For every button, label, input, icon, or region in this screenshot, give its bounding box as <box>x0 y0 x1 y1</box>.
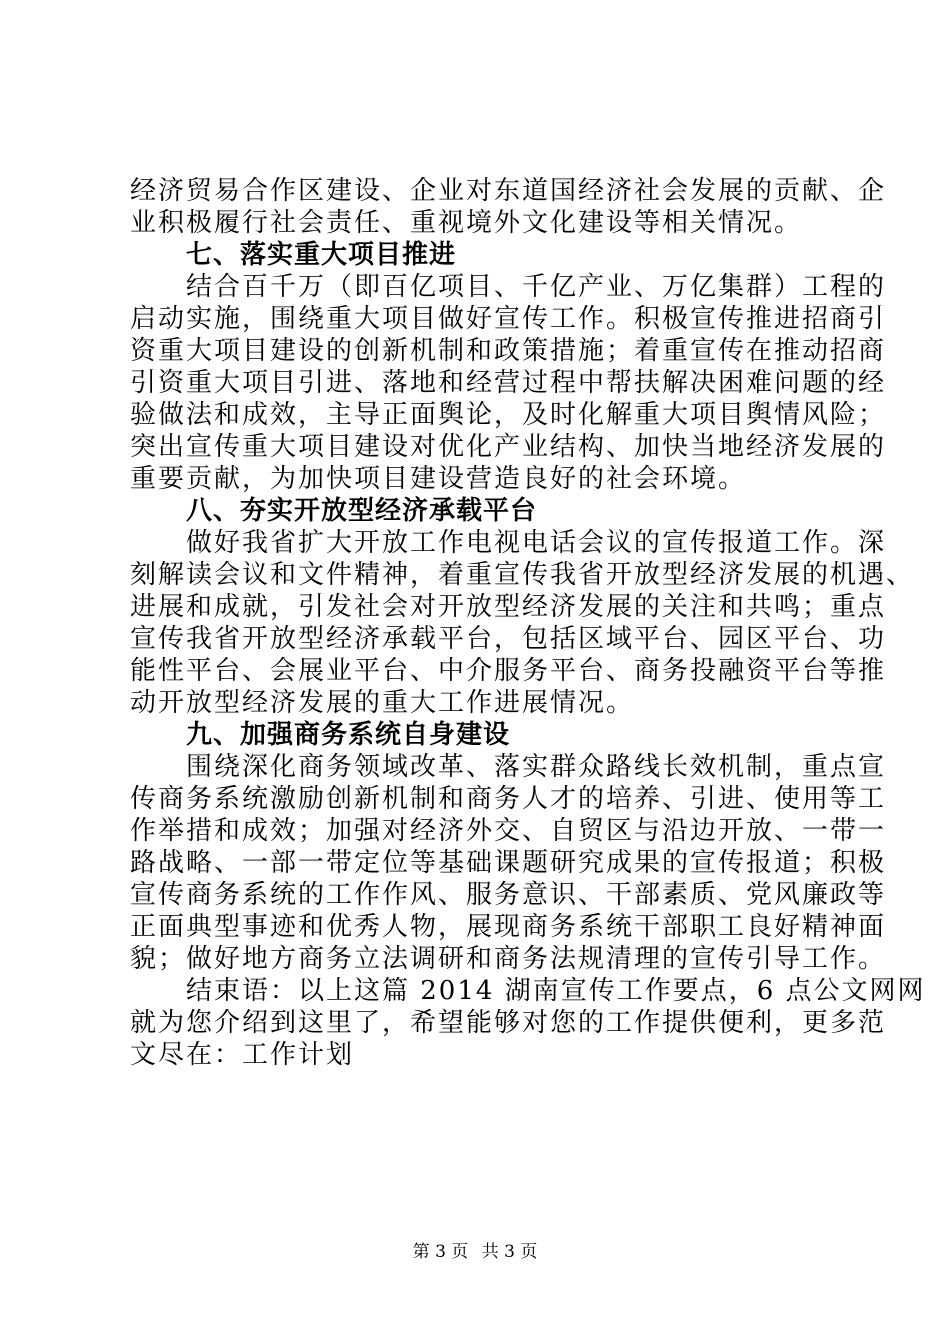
text-line: 突出宣传重大项目建设对优化产业结构、加快当地经济发展的 <box>130 432 887 462</box>
text-line: 宣传我省开放型经济承载平台，包括区域平台、园区平台、功 <box>130 624 887 654</box>
section-heading: 九、加强商务系统自身建设 <box>186 720 511 750</box>
document-body <box>130 175 926 1071</box>
text-line: 围绕深化商务领域改革、落实群众路线长效机制，重点宣 <box>186 752 887 782</box>
text-line: 正面典型事迹和优秀人物，展现商务系统干部职工良好精神面 <box>130 912 887 942</box>
text-line: 文尽在：工作计划 <box>130 1040 355 1070</box>
text-line: 资重大项目建设的创新机制和政策措施；着重宣传在推动招商 <box>130 336 887 366</box>
text-line: 做好我省扩大开放工作电视电话会议的宣传报道工作。深 <box>186 528 887 558</box>
text-line: 进展和成就，引发社会对开放型经济发展的关注和共鸣；重点 <box>130 592 887 622</box>
text-line: 能性平台、会展业平台、中介服务平台、商务投融资平台等推 <box>130 656 887 686</box>
text-line: 引资重大项目引进、落地和经营过程中帮扶解决困难问题的经 <box>130 368 887 398</box>
text-line: 路战略、一部一带定位等基础课题研究成果的宣传报道；积极 <box>130 848 887 878</box>
text-line: 结合百千万（即百亿项目、千亿产业、万亿集群）工程的 <box>186 272 887 302</box>
page-number: 第 3 页 <box>412 1242 469 1262</box>
section-heading: 八、夯实开放型经济承载平台 <box>186 496 538 526</box>
text-line: 貌；做好地方商务立法调研和商务法规清理的宣传引导工作。 <box>130 944 887 974</box>
text-line: 动开放型经济发展的重大工作进展情况。 <box>130 688 635 718</box>
text-line: 宣传商务系统的工作作风、服务意识、干部素质、党风廉政等 <box>130 880 887 910</box>
text-line: 验做法和成效，主导正面舆论，及时化解重大项目舆情风险； <box>130 400 887 430</box>
page-total: 共 3 页 <box>481 1242 538 1262</box>
text-line: 启动实施，围绕重大项目做好宣传工作。积极宣传推进招商引 <box>130 304 887 334</box>
text-line: 重要贡献，为加快项目建设营造良好的社会环境。 <box>130 464 747 494</box>
text-line: 作举措和成效；加强对经济外交、自贸区与沿边开放、一带一 <box>130 816 887 846</box>
page-footer <box>0 1240 950 1264</box>
text-line: 就为您介绍到这里了，希望能够对您的工作提供便利，更多范 <box>130 1008 887 1038</box>
text-line: 经济贸易合作区建设、企业对东道国经济社会发展的贡献、企 <box>130 176 887 206</box>
text-line: 业积极履行社会责任、重视境外文化建设等相关情况。 <box>130 208 803 238</box>
section-heading: 七、落实重大项目推进 <box>186 240 457 270</box>
text-line: 刻解读会议和文件精神，着重宣传我省开放型经济发展的机遇、 <box>130 560 915 590</box>
text-line: 传商务系统激励创新机制和商务人才的培养、引进、使用等工 <box>130 784 887 814</box>
text-line: 结束语：以上这篇 2014 湖南宣传工作要点，6 点公文网网 <box>186 976 926 1006</box>
